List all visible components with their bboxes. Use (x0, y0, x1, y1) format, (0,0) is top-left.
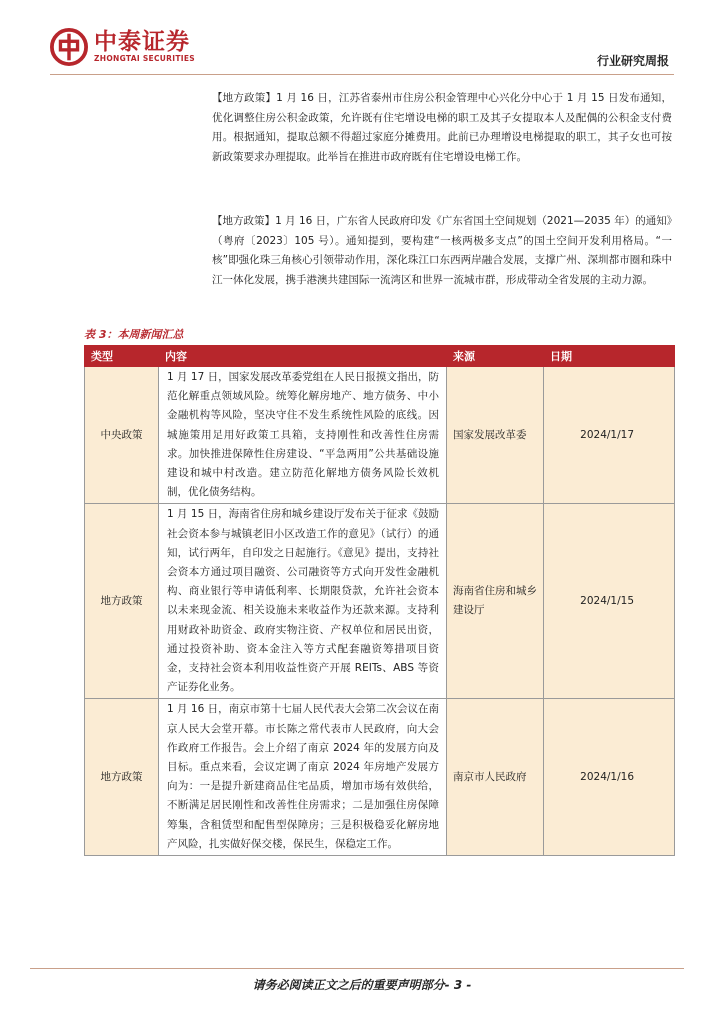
policy-paragraph (212, 89, 672, 167)
cell-content: 1 月 17 日，国家发展改革委党组在人民日报摸文指出，防范化解重点领域风险。统筹化解房地产、地方债务、中小金融机构等风险，坚决守住不发生系统性风险的底线。因城施策用足用好政策工具箱，支持刚性和改善性住房需求。加快推进保障性住房建设、“平急两用”公共基础设施建设和城中村改造。建立防范化解地方债务风险长效机制，优化债务结构。 (159, 367, 447, 504)
cell-source: 海南省住房和城乡建设厅 (447, 504, 544, 699)
news-summary-table (84, 345, 675, 856)
cell-content: 1 月 16 日，南京市第十七届人民代表大会第二次会议在南京人民大会堂开幕。市长陈之常代表市人民政府，向大会作政府工作报告。会上介绍了南京 2024 年的发展方向及目标。重点来看，会议定调了南京 2024 年房地产发展方向为：一是提升新建商品住宅品质，增加市场有效供给，不断满足居民刚性和改善性住房需求；二是加强住房保障筹集，含租赁型和配售型保障房；三是积极稳妥化解房地产风险，扎实做好保交楼，保民生，保稳定工作。 (159, 699, 447, 856)
paragraph-text: 1 月 16 日，广东省人民政府印发《广东省国土空间规划（2021—2035 年）的通知》（粤府〔2023〕105 号）。通知提到，要构建“一核两极多支点”的国土空间开发利用格局。“一核”即强化珠三角核心引领带动作用，深化珠江口东西两岸融合发展，支撑广州、深圳都市圈和珠中江一体化发展，携手港澳共建国际一流湾区和世界一流城市群，形成带动全省发展的主动力源。 (212, 215, 673, 286)
table-row (85, 699, 675, 856)
report-type-label: 行业研究周报 (596, 54, 669, 68)
footer-divider (30, 968, 684, 969)
column-header-content: 内容 (159, 346, 447, 367)
cell-source: 国家发展改革委 (447, 367, 544, 504)
page-footer (0, 976, 724, 993)
column-header-date: 日期 (544, 346, 675, 367)
cell-type: 地方政策 (85, 699, 159, 856)
cell-date: 2024/1/15 (544, 504, 675, 699)
cell-date: 2024/1/17 (544, 367, 675, 504)
disclaimer-notice: 请务必阅读正文之后的重要声明部分 (252, 978, 445, 992)
column-header-type: 类型 (85, 346, 159, 367)
cell-source: 南京市人民政府 (447, 699, 544, 856)
logo-chinese-name: 中泰证券 (94, 29, 190, 55)
policy-paragraph (212, 212, 672, 290)
cell-date: 2024/1/16 (544, 699, 675, 856)
page-header (0, 0, 724, 80)
column-header-source: 来源 (447, 346, 544, 367)
paragraph-tag: 【地方政策】 (212, 92, 277, 104)
cell-content: 1 月 15 日，海南省住房和城乡建设厅发布关于征求《鼓励社会资本参与城镇老旧小区改造工作的意见》（试行）的通知，试行两年，自印发之日起施行。《意见》提出，支持社会资本方通过项目融资、公司融资等方式向开发性金融机构、商业银行等申请低利率、长期限贷款，允许社会资本以未来现金流、相关设施未来收益作为还款来源。支持利用财政补助资金、政府实物注资、产权单位和居民出资，通过投资补助、资本金注入等方式配套融资筹措项目资金，支持社会资本利用收益性资产开展 REITs、ABS 等资产证券化业务。 (159, 504, 447, 699)
cell-type: 中央政策 (85, 367, 159, 504)
table-header-row (85, 346, 675, 367)
table-row (85, 504, 675, 699)
company-logo (50, 28, 195, 66)
zhongtai-logo-icon (50, 28, 88, 66)
paragraph-text: 1 月 16 日，江苏省泰州市住房公积金管理中心兴化分中心于 1 月 15 日发布通知，优化调整住房公积金政策，允许既有住宅增设电梯的职工及其子女提取本人及配偶的公积金支付费用。根据通知，提取总额不得超过家庭分摊费用。此前已办理增设电梯提取的职工，其子女也可按新政策要求办理提取。此举旨在推进市政府既有住宅增设电梯工作。 (212, 92, 672, 163)
page-number: - 3 - (444, 978, 472, 992)
cell-type: 地方政策 (85, 504, 159, 699)
paragraph-tag: 【地方政策】 (212, 215, 276, 227)
table-row (85, 367, 675, 504)
table-title: 表 3：本周新闻汇总 (84, 328, 184, 341)
header-divider (50, 74, 674, 75)
logo-english-name: ZHONGTAI SECURITIES (94, 54, 195, 63)
